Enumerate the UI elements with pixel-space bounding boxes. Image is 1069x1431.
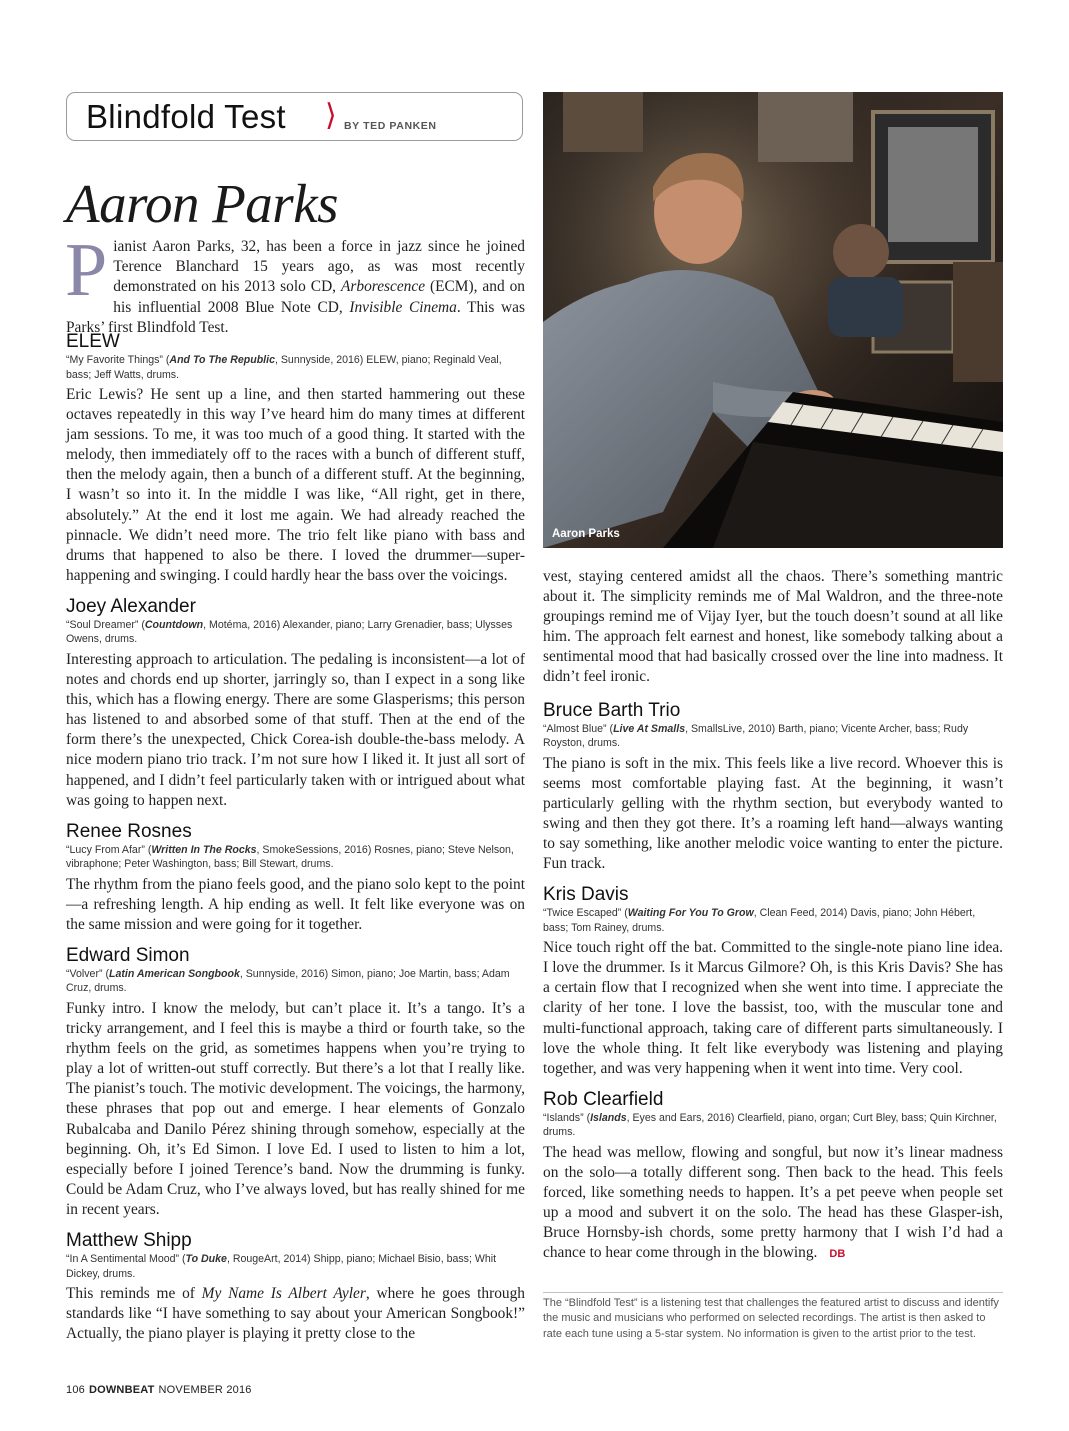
left-column: [66, 330, 525, 1353]
issue-date: NOVEMBER 2016: [158, 1384, 252, 1396]
entry-artist: ELEW: [66, 331, 120, 352]
entry-artist: Kris Davis: [543, 884, 629, 906]
entry-credits: “Lucy From Afar” (Written In The Rocks, SmokeSessions, 2016) Rosnes, piano; Steve Nelson, vibraphone; Peter Washington, bass; Bill Stewart, drums.: [66, 843, 514, 871]
entry-credits: “Twice Escaped” (Waiting For You To Grow, Clean Feed, 2014) Davis, piano; John Hébert, bass; Tom Rainey, drums.: [543, 907, 976, 934]
entry-credits: “My Favorite Things” (And To The Republic, Sunnyside, 2016) ELEW, piano; Reginald Veal, bass; Jeff Watts, drums.: [66, 354, 502, 381]
entry-artist: Renee Rosnes: [66, 820, 192, 842]
page-number: 106: [66, 1384, 85, 1396]
section-title: Blindfold Test: [86, 98, 286, 135]
entry-body: Interesting approach to articulation. The pedaling is inconsistent—a lot of notes and chords end up shorter, jarringly so, than I expect in a song like this, which has a flowing energy. There are some Glasperisms; this person has listened to and absorbed some of that stuff. Then at the end of the form there’s the unexpected, Chick Corea-ish double-the-bass melody. A nice modern piano trio track. I’m not sure how I liked it. It just all sort of happened, and I didn’t feel particularly taken with or intrigued about what was going to happen next.: [66, 650, 525, 809]
entry-body: The piano is soft in the mix. This feels like a live record. Whoever this is seems most comfortable playing fast. At the beginning, it wasn’t particularly gelling with the rhythm section, but everybody wanted to swing and then they got there. It’s a roaming left hand—always wanting to say something, like another melodic voice wanting to enter the picture. Fun track.: [543, 754, 1003, 873]
drop-cap: P: [65, 228, 108, 312]
magazine-name: DOWNBEAT: [88, 1384, 155, 1396]
section-header: [66, 92, 523, 141]
entry-artist: Rob Clearfield: [543, 1088, 664, 1110]
page-folio: [66, 1384, 252, 1396]
entry-body: Nice touch right off the bat. Committed to the single-note piano line idea. I love the drummer. Is it Marcus Gilmore? Oh, is this Kris Davis? She has a certain flow that I recognized when she went into time. I appreciate the clarity of her tone. I love the bassist, too, with the muscular tone and multi-functional approach, taking care of different parts simultaneously. I love the whole thing. It felt like everybody was listening and playing together, and was very happening when it went into time. Very cool.: [543, 939, 1003, 1077]
review-entry: [543, 699, 1003, 875]
entry-artist: Edward Simon: [66, 944, 190, 966]
entry-artist: Joey Alexander: [66, 595, 196, 617]
intro-paragraph: Pianist Aaron Parks, 32, has been a force in jazz since he joined Terence Blanchard 15 years ago, as was most recently demonstrated on his 2013 solo CD, Arborescence (ECM), and on his influential 2008 Blue Note CD, Invisible Cinema. This was Parks’ first Blindfold Test.: [65, 228, 526, 336]
entry-credits: “Volver” (Latin American Songbook, Sunnyside, 2016) Simon, piano; Joe Martin, bass; Adam Cruz, drums.: [66, 967, 510, 995]
chevron-right-icon: ⟩: [325, 99, 337, 132]
entry-credits: “Soul Dreamer” (Countdown, Motéma, 2016) Alexander, piano; Larry Grenadier, bass; Ulysses Owens, drums.: [66, 618, 513, 646]
review-entry: [66, 944, 525, 1220]
entry-artist: Matthew Shipp: [66, 1230, 192, 1251]
entry-credits: “In A Sentimental Mood” (To Duke, RougeArt, 2014) Shipp, piano; Michael Bisio, bass; Whit Dickey, drums.: [66, 1253, 497, 1280]
right-column: [543, 567, 1003, 1273]
entry-credits: “Islands” (Islands, Eyes and Ears, 2016) Clearfield, piano, organ; Curt Bley, bass; Quin Kirchner, drums.: [543, 1111, 997, 1139]
entry-body-continued: vest, staying centered amidst all the chaos. There’s something mantric about it. The simplicity reminds me of Mal Waldron, and the three-note groupings remind me of Vijay Iyer, but the touch doesn’t sound at all like him. The approach felt earnest and honest, like somebody talking about a sentimental mood that had basically crossed over the line into madness. It didn’t feel ironic.: [543, 568, 1003, 686]
entry-credits: “Almost Blue” (Live At Smalls, SmallsLive, 2010) Barth, piano; Vicente Archer, bass; Rudy Royston, drums.: [543, 722, 969, 750]
entry-body: Eric Lewis? He sent up a line, and then started hammering out these octaves repeatedly in this way I’ve heard him do many times at different jam sessions. To me, it was too much of a good thing. It started with the melody, then immediately off to the races with a bunch of different stuff, then the melody again, then a bunch of a different stuff. At the beginning, I wasn’t so into it. In the middle I was like, “All right, get in there, absolutely.” At the end it lost me again. We had already reached the pinnacle. We didn’t need more. The trio felt like piano with bass and drums that happened to also be there. I loved the drummer—super-happening and swinging. I could hardly hear the bass over the voicings.: [66, 386, 525, 584]
entry-body: The rhythm from the piano feels good, and the piano solo kept to the point—a refreshing length. A hip ending as well. It felt like everyone was on the same mission and were going for it together.: [66, 875, 525, 933]
review-entry: [543, 1088, 1003, 1265]
artist-photo: [543, 92, 1003, 548]
photo-image: [543, 92, 1003, 548]
album-title: Invisible Cinema: [349, 298, 457, 316]
album-title: My Name Is Albert Ayler: [201, 1285, 366, 1302]
entry-body: The head was mellow, flowing and songful, but now it’s linear madness on the solo—a totally different song. Then back to the head. This feels forced, like something needs to happen. It’s a pet peeve when people set up a mood and subvert it on the solo. The head has these Glasper-ish, Bruce Hornsby-ish chords, some pretty harmony that I wish I’d had a chance to hear come through in the blowing. DB: [543, 1143, 1003, 1262]
end-mark: DB: [829, 1248, 846, 1261]
review-entry: [66, 820, 525, 935]
album-title: Arborescence: [341, 278, 426, 296]
byline: BY TED PANKEN: [344, 120, 437, 132]
review-entry: [66, 595, 525, 811]
page-title: Aaron Parks: [66, 173, 339, 234]
entry-body: This reminds me of My Name Is Albert Ayler, where he goes through standards like “I have something to say about your American Songbook!” Actually, the piano player is playing it pretty close to the: [66, 1285, 525, 1343]
photo-credit: STEVEN SUSSMAN: [1012, 28, 1023, 124]
entry-artist: Bruce Barth Trio: [543, 699, 681, 721]
entry-body: Funky intro. I know the melody, but can’t place it. It’s a tango. It’s a tricky arrangement, and I feel this is maybe a third or fourth take, so the rhythm feels on the grid, as sometimes happens when you’re trying to play a lot of written-out stuff correctly. But there’s a lot that I really like. The pianist’s touch. The motivic development. The voicings, the harmony, these phrases that pop out and emerge. I hear elements of Gonzalo Rubalcaba and Danilo Pérez shining through somehow, especially at the beginning. Oh, it’s Ed Simon. I love Ed. I used to listen to him a lot, especially before I joined Terence’s band. Now the drumming is funky. Could be Adam Cruz, who I’ve always loved, but has really shined for me in recent years.: [66, 999, 525, 1218]
photo-caption: Aaron Parks: [552, 528, 620, 540]
review-entry: [66, 330, 525, 586]
review-entry: [543, 883, 1003, 1079]
review-entry: [66, 1229, 525, 1344]
footnote: The “Blindfold Test” is a listening test that challenges the featured artist to discuss and identify the music and musicians who performed on selected recordings. The artist is then asked to rate each tune using a 5-star system. No information is given to the artist prior to the test.: [543, 1292, 1003, 1342]
